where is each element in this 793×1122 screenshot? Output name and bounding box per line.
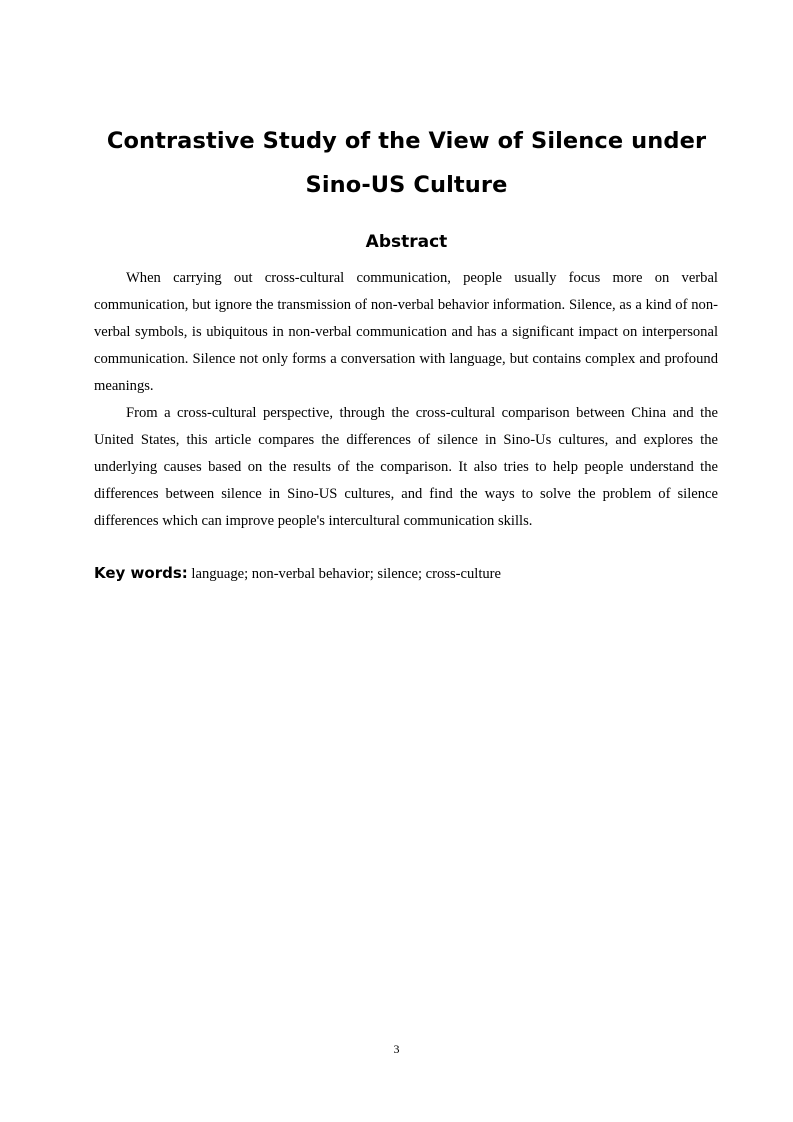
paper-title-line-2: Sino-US Culture bbox=[305, 172, 508, 198]
page-number: 3 bbox=[393, 1042, 400, 1056]
abstract-paragraph-1: When carrying out cross-cultural communication, people usually focus more on verbal communication, but ignore the transmission of non-verbal behavior information. Silence, as a kind of non-verbal symbols, is ubiquitous in non-verbal communication and has a significant impact on interpersonal communication. Silence not only forms a conversation with language, but contains complex and profound meanings. bbox=[94, 270, 718, 394]
paper-title-line-1: Contrastive Study of the View of Silence under bbox=[106, 128, 707, 154]
abstract-body bbox=[94, 265, 718, 535]
abstract-heading: Abstract bbox=[365, 232, 448, 252]
abstract-paragraph-2: From a cross-cultural perspective, through the cross-cultural comparison between China and the United States, this article compares the differences of silence in Sino-Us cultures, and explores the underlying causes based on the results of the comparison. It also tries to help people understand the differences between silence in Sino-US cultures, and find the ways to solve the problem of silence differences which can improve people's intercultural communication skills. bbox=[94, 405, 718, 529]
paper-title bbox=[60, 119, 753, 207]
keywords-label: Key words: bbox=[94, 564, 188, 582]
keywords-text: language; non-verbal behavior; silence; cross-culture bbox=[191, 566, 502, 582]
keywords-line bbox=[94, 560, 718, 587]
